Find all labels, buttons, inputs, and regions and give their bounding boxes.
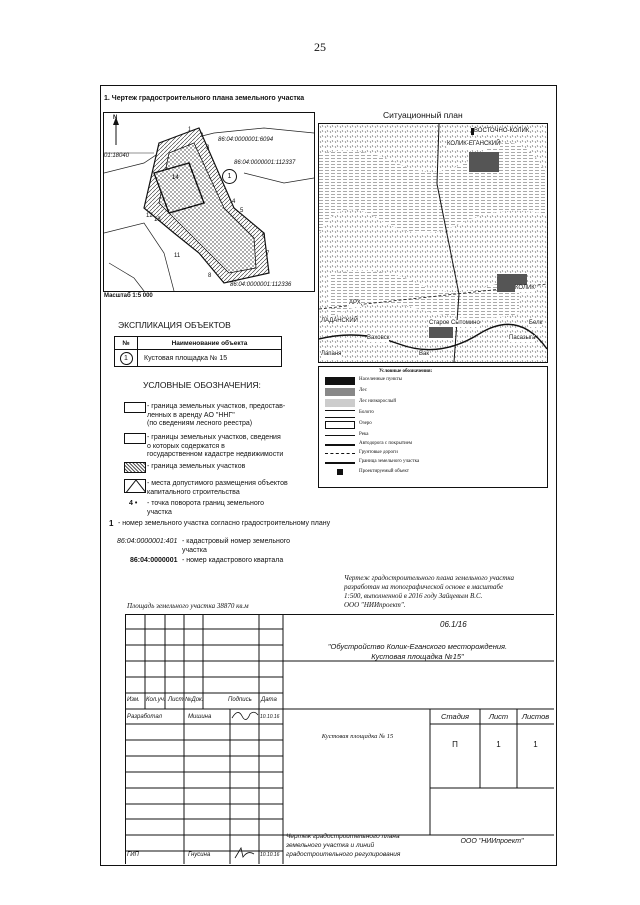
construction-area-icon xyxy=(125,480,146,493)
stamp-col: Кол.уч. xyxy=(146,697,166,703)
legend-item: Лес xyxy=(359,388,367,393)
point-label: 11 xyxy=(174,253,181,259)
town-label: КОЛИК-ЕГАНСКИЙ xyxy=(447,141,501,147)
cad-label-3: 86:04:0000001:112336 xyxy=(230,282,292,288)
convention-item: - граница земельных участков, предостав- ленных в аренду АО "ННГ" (по сведениям лесного реестра) xyxy=(147,403,286,427)
stamp-date-chief: 10.10.16 xyxy=(260,852,280,858)
town-label: Лапаня xyxy=(321,351,342,357)
point-label: 6 xyxy=(262,233,266,239)
plan-drawing xyxy=(104,113,314,291)
stamp-role-chief: ГИП xyxy=(127,852,139,858)
legend-swatch xyxy=(325,444,355,446)
convention-item: - номер кадастрового квартала xyxy=(182,557,284,564)
stamp-col: Лист xyxy=(168,697,184,703)
cad-label-left: 01:18040 xyxy=(104,153,130,159)
town-label: Белк xyxy=(529,320,543,326)
legend-item: Река xyxy=(359,432,369,437)
stamp-role-developer: Разработал xyxy=(127,714,162,720)
legend-swatch xyxy=(325,388,355,396)
lease-boundary-swatch xyxy=(124,402,146,413)
page-number: 25 xyxy=(314,40,326,54)
stamp-sheet: 1 xyxy=(496,740,501,749)
legend-item: Проектируемый объект xyxy=(359,469,409,474)
legend-item: Населенные пункты xyxy=(359,377,402,382)
cad-label-2: 86:04:0000001:112337 xyxy=(234,160,296,166)
legend-swatch xyxy=(325,453,355,454)
legend-swatch xyxy=(325,377,355,385)
stamp-col: №Док. xyxy=(185,697,204,703)
legend-swatch xyxy=(337,469,343,475)
legend-item: Болото xyxy=(359,410,374,415)
explication-col-name: Наименование объекта xyxy=(137,336,282,350)
legend-swatch xyxy=(325,435,355,436)
stamp-sheets-header: Листов xyxy=(521,712,550,721)
town-label: ЛАДАНСКИЙ xyxy=(321,318,358,324)
convention-item: - номер земельного участка согласно градостроительному плану xyxy=(118,520,331,527)
convention-item: - точка поворота границ земельного участка xyxy=(147,500,265,516)
point-label: 7 xyxy=(266,251,270,257)
cad-number-example: 86:04:0000001:401 xyxy=(117,538,178,545)
plot-number-circle: 1 xyxy=(222,169,237,184)
town-label: Ваховск xyxy=(367,335,390,341)
legend-swatch xyxy=(325,410,355,418)
convention-item: - границы земельных участков, сведения о которых содержатся в государственном кадастре недвижимости xyxy=(147,434,284,458)
convention-item: - места допустимого размещения объектов капитального строительства xyxy=(147,480,288,496)
point-label: 3 xyxy=(206,145,210,151)
stamp-org: ООО "НИИпроект" xyxy=(460,838,524,845)
cad-label-1: 86:04:0000001:6094 xyxy=(218,137,274,143)
signature-developer xyxy=(230,706,260,724)
construction-area-swatch xyxy=(124,479,146,493)
quarter-number-example: 86:04:0000001 xyxy=(130,557,178,564)
plot-number-symbol: 1 xyxy=(109,519,114,528)
legend-swatch xyxy=(325,421,355,429)
legend-item: Грунтовые дороги xyxy=(359,450,398,455)
stamp-sheets: 1 xyxy=(533,740,538,749)
explication-title: ЭКСПЛИКАЦИЯ ОБЪЕКТОВ xyxy=(118,320,231,330)
town-label: Пасазыга xyxy=(509,335,536,341)
legend-item: Озеро xyxy=(359,421,372,426)
north-label: N xyxy=(113,115,118,121)
explication-row-no: 1 xyxy=(120,352,133,365)
stamp-col: Дата xyxy=(261,697,277,703)
point-label: 1 xyxy=(188,127,192,133)
stamp-col: Подпись xyxy=(228,697,252,703)
stamp-name-developer: Мишина xyxy=(188,714,212,720)
point-label: 13 xyxy=(154,217,161,223)
stamp-date-developer: 10.10.16 xyxy=(260,714,280,720)
legend-swatch xyxy=(325,462,355,464)
stamp-header-row xyxy=(125,693,554,709)
plan-panel xyxy=(103,112,315,292)
point-label: 14 xyxy=(172,175,179,181)
town-label: Вак xyxy=(419,351,429,357)
convention-item: - кадастровый номер земельного участка xyxy=(182,538,291,554)
plot-area: Площадь земельного участка 38870 кв.м xyxy=(127,602,249,610)
stamp-project: "Обустройство Колик-Еганского месторождения. Кустовая площадка №15" xyxy=(327,642,508,661)
drawing-heading: 1. Чертеж градостроительного плана земельного участка xyxy=(104,95,305,102)
plot-boundary-swatch xyxy=(124,462,146,473)
turn-point-symbol: 4 • xyxy=(129,500,138,507)
stamp-col: Изм. xyxy=(127,697,140,703)
legend-item: Автодорога с покрытием xyxy=(359,441,413,446)
explication-row-no-cell xyxy=(114,349,138,367)
point-label: 4 xyxy=(232,199,236,205)
stamp-doc-title: Чертеж градостроительного плана земельного участка и линий градостроительного регулирования xyxy=(286,833,401,858)
town-label: Старое Сытомино xyxy=(429,320,480,326)
stamp-code: 06.1/16 xyxy=(440,620,467,629)
legend-title: Условные обозначения: xyxy=(379,369,433,374)
stamp-name-chief: Гнусина xyxy=(188,852,211,858)
point-label: 5 xyxy=(240,208,244,214)
plan-scale: Масштаб 1:5 000 xyxy=(104,293,153,299)
situation-legend xyxy=(318,366,548,488)
explication-col-no: № xyxy=(114,336,138,350)
situation-title: Ситуационный план xyxy=(383,110,463,120)
signature-chief xyxy=(232,844,258,862)
town-label: КОЛИК xyxy=(515,285,535,291)
convention-item: - граница земельных участков xyxy=(147,463,246,470)
cadastre-boundary-swatch xyxy=(124,433,146,444)
legend-item: Лес низкорослый xyxy=(359,399,397,404)
explication-row-name: Кустовая площадка № 15 xyxy=(137,349,282,367)
town-label: ВОСТОЧНО-КОЛИК xyxy=(474,128,530,134)
stamp-object: Кустовая площадка № 15 xyxy=(321,733,394,740)
legend-item: Граница земельного участка xyxy=(359,459,420,464)
stamp-stage-header: Стадия xyxy=(440,712,470,721)
conventions-title: УСЛОВНЫЕ ОБОЗНАЧЕНИЯ: xyxy=(143,380,261,390)
stamp-stage: П xyxy=(452,740,458,749)
point-label: 8 xyxy=(208,273,212,279)
town-label: АРХ xyxy=(349,300,361,306)
point-label: 12 xyxy=(146,213,153,219)
point-label: 2 xyxy=(200,133,204,139)
situation-map xyxy=(318,123,548,363)
stamp-sheet-header: Лист xyxy=(488,712,509,721)
drawing-note: Чертеж градостроительного плана земельного участка разработан на топографической основе в масштабе 1:500, выполненной в 2016 году Зайцевым В.С. ООО "НИИпроект". xyxy=(344,574,515,609)
legend-swatch xyxy=(325,399,355,407)
